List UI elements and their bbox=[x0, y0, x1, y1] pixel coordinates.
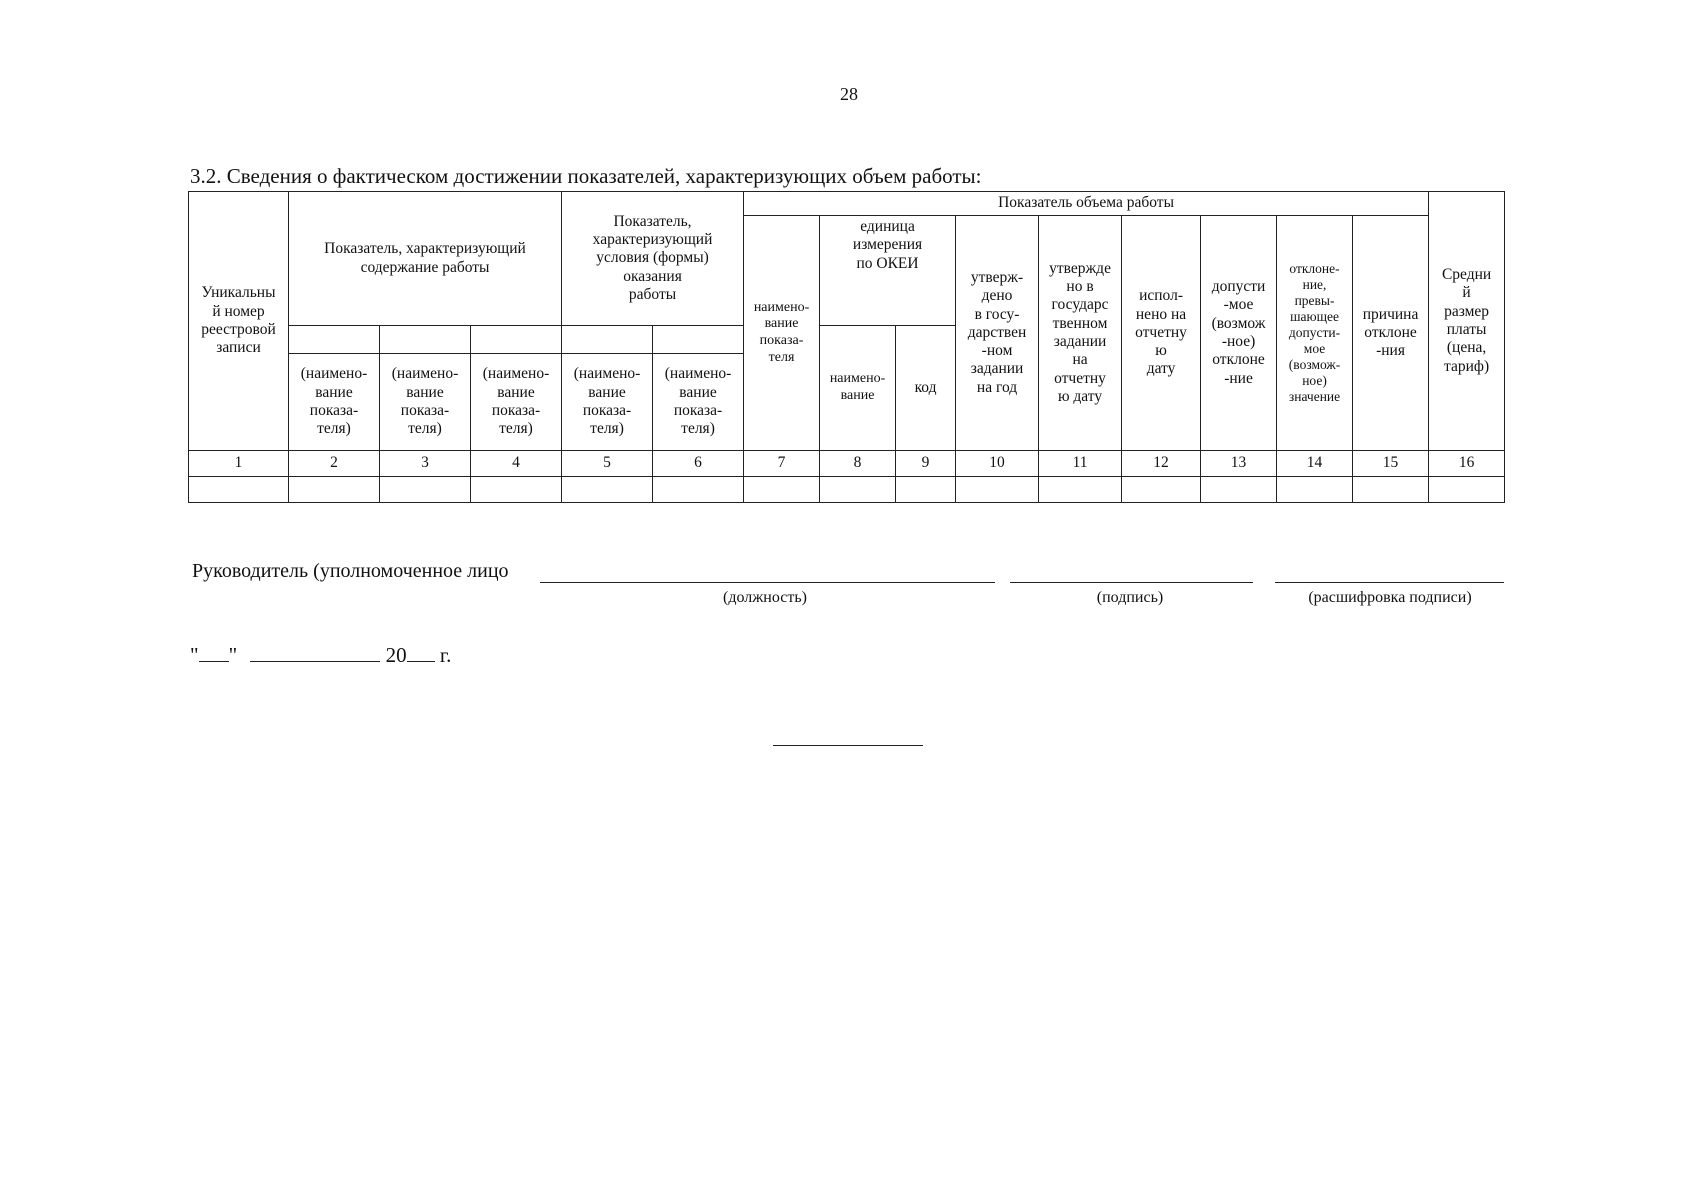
data-cell bbox=[1122, 477, 1201, 503]
sub-header-indicator-4: (наимено- вание показа- теля) bbox=[471, 354, 562, 451]
column-number: 10 bbox=[956, 451, 1039, 477]
data-cell bbox=[896, 477, 956, 503]
column-number: 12 bbox=[1122, 451, 1201, 477]
year-blank bbox=[407, 643, 435, 662]
sub-header-indicator-5: (наимено- вание показа- теля) bbox=[562, 354, 653, 451]
data-cell bbox=[289, 477, 380, 503]
sub-header-blank-6 bbox=[653, 326, 744, 354]
column-number: 13 bbox=[1201, 451, 1277, 477]
month-blank bbox=[250, 643, 380, 662]
data-cell bbox=[820, 477, 896, 503]
position-line bbox=[540, 582, 995, 583]
column-number: 7 bbox=[744, 451, 820, 477]
data-cell bbox=[1277, 477, 1353, 503]
header-okei-name: наимено- вание bbox=[820, 326, 896, 451]
data-cell bbox=[1353, 477, 1429, 503]
header-okei-code: код bbox=[896, 326, 956, 451]
column-number: 5 bbox=[562, 451, 653, 477]
header-approved-year: утверж- дено в госу- дарствен -ном задании на год bbox=[956, 216, 1039, 451]
position-caption: (должность) bbox=[723, 589, 807, 606]
section-title: 3.2. Сведения о фактическом достижении показателей, характеризующих объем работы: bbox=[190, 164, 982, 188]
sub-header-indicator-3: (наимено- вание показа- теля) bbox=[380, 354, 471, 451]
data-cell bbox=[1429, 477, 1505, 503]
header-volume-indicator: Показатель объема работы bbox=[744, 192, 1429, 216]
signer-label: Руководитель (уполномоченное лицо bbox=[192, 560, 509, 582]
column-number: 1 bbox=[189, 451, 289, 477]
column-number: 3 bbox=[380, 451, 471, 477]
data-cell bbox=[956, 477, 1039, 503]
decoding-line bbox=[1275, 582, 1504, 583]
header-approved-date: утвержде но в государс твенном задании на отчетну ю дату bbox=[1039, 216, 1122, 451]
header-average-fee: Средни й размер платы (цена, тариф) bbox=[1429, 192, 1505, 451]
data-cell bbox=[1201, 477, 1277, 503]
column-number: 8 bbox=[820, 451, 896, 477]
data-cell bbox=[471, 477, 562, 503]
table-row bbox=[189, 477, 1505, 503]
column-number: 6 bbox=[653, 451, 744, 477]
sub-header-blank-3 bbox=[380, 326, 471, 354]
sub-header-indicator-6: (наимено- вание показа- теля) bbox=[653, 354, 744, 451]
sub-header-blank-2 bbox=[289, 326, 380, 354]
header-content-indicator: Показатель, характеризующий содержание работы bbox=[289, 192, 562, 326]
data-cell bbox=[562, 477, 653, 503]
header-conditions-indicator: Показатель, характеризующий условия (формы) оказания работы bbox=[562, 192, 744, 326]
date-quote-open: " bbox=[190, 643, 199, 667]
header-allowed-deviation: допусти -мое (возмож -ное) отклоне -ние bbox=[1201, 216, 1277, 451]
column-number: 11 bbox=[1039, 451, 1122, 477]
page-number: 28 bbox=[840, 84, 858, 104]
date-suffix: г. bbox=[439, 643, 452, 667]
data-cell bbox=[653, 477, 744, 503]
header-executed-date: испол- нено на отчетну ю дату bbox=[1122, 216, 1201, 451]
data-cell bbox=[744, 477, 820, 503]
header-okei-unit: единица измерения по ОКЕИ bbox=[820, 216, 956, 326]
column-number: 15 bbox=[1353, 451, 1429, 477]
column-number: 14 bbox=[1277, 451, 1353, 477]
column-number: 9 bbox=[896, 451, 956, 477]
report-table bbox=[188, 191, 1505, 503]
day-blank bbox=[199, 643, 229, 662]
header-unique-number: Уникальны й номер реестровой записи bbox=[189, 192, 289, 451]
sub-header-blank-5 bbox=[562, 326, 653, 354]
column-number: 2 bbox=[289, 451, 380, 477]
signature-line bbox=[1010, 582, 1253, 583]
header-excess-deviation: отклоне- ние, превы- шающее допусти- мое (возмож- ное) значение bbox=[1277, 216, 1353, 451]
header-indicator-name: наимено- вание показа- теля bbox=[744, 216, 820, 451]
header-deviation-reason: причина отклоне -ния bbox=[1353, 216, 1429, 451]
signature-caption: (подпись) bbox=[1096, 589, 1164, 606]
decoding-caption: (расшифровка подписи) bbox=[1308, 589, 1472, 606]
date-quote-close: " bbox=[228, 643, 238, 667]
column-number: 4 bbox=[471, 451, 562, 477]
sub-header-indicator-2: (наимено- вание показа- теля) bbox=[289, 354, 380, 451]
closing-rule bbox=[773, 745, 923, 746]
date-line bbox=[190, 643, 451, 668]
date-century: 20 bbox=[385, 643, 407, 667]
data-cell bbox=[189, 477, 289, 503]
data-cell bbox=[1039, 477, 1122, 503]
column-number: 16 bbox=[1429, 451, 1505, 477]
data-cell bbox=[380, 477, 471, 503]
sub-header-blank-4 bbox=[471, 326, 562, 354]
